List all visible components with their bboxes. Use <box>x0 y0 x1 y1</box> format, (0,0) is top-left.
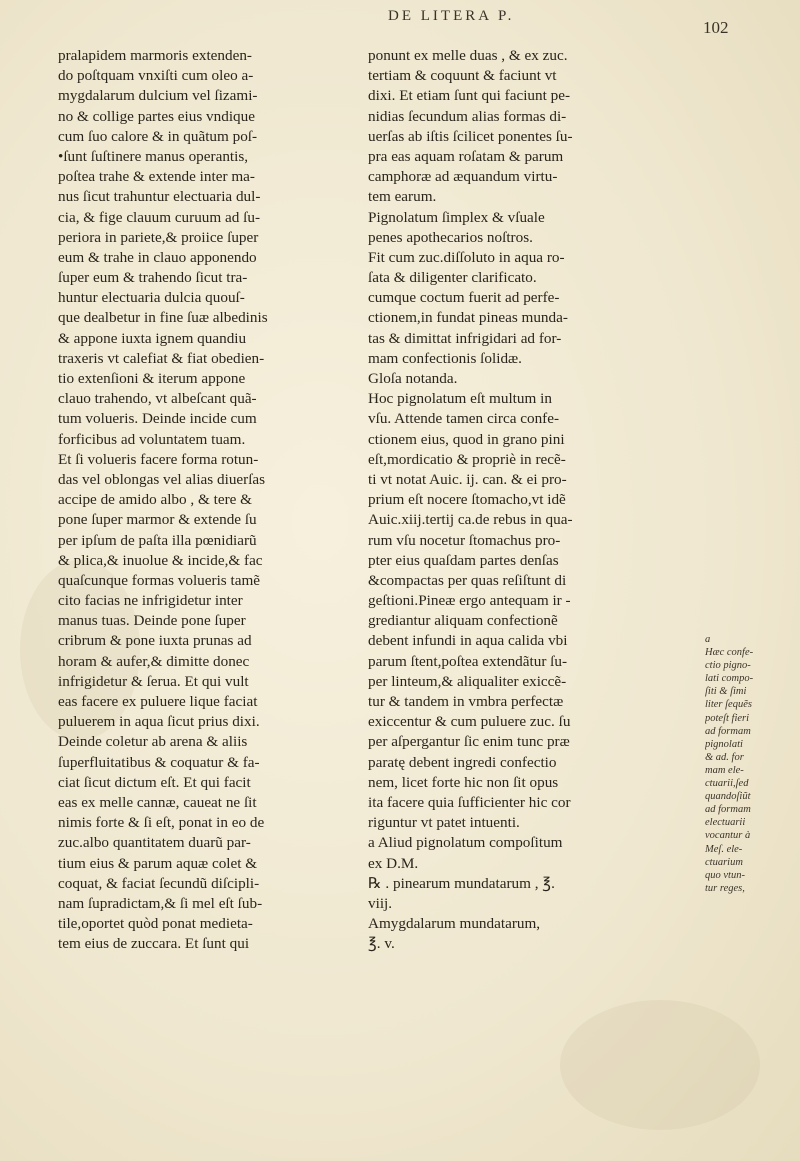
text-line: periora in pariete,& proiice ſuper <box>58 228 259 246</box>
text-line: cia, & fige clauum curuum ad ſu- <box>58 208 261 226</box>
text-line: nus ſicut trahuntur electuaria dul- <box>58 188 261 206</box>
paper-stain <box>560 1000 760 1130</box>
text-line: clauo trahendo, vt albeſcant quã- <box>58 390 257 408</box>
text-line: penes apothecarios noſtros. <box>368 228 533 246</box>
text-line: Gloſa notanda. <box>368 370 458 387</box>
text-line: uerſas ab iſtis ſcilicet ponentes ſu- <box>368 127 573 145</box>
text-line: Pignolatum ſimplex & vſuale <box>368 208 545 226</box>
right-text-column <box>368 46 658 954</box>
text-line: viij. <box>368 894 393 912</box>
marginal-note-line: ad formam <box>705 725 751 737</box>
running-title: DE LITERA P. <box>388 8 515 24</box>
text-line: horam & aufer,& dimitte donec <box>58 652 250 670</box>
text-line: eum & trahe in clauo apponendo <box>58 248 257 266</box>
text-line: dixi. Et etiam ſunt qui faciunt pe- <box>368 87 571 105</box>
text-line: parum ſtent,poſtea extendãtur ſu- <box>368 652 568 670</box>
text-line: Hoc pignolatum eſt multum in <box>368 390 552 408</box>
text-line: prium eſt nocere ſtomacho,vt idẽ <box>368 491 566 509</box>
text-line: nam ſupradictam,& ſi mel eſt ſub- <box>58 894 263 912</box>
text-line: camphoræ ad æquandum virtu- <box>368 168 558 186</box>
text-line: pra eas aquam roſatam & parum <box>368 147 564 165</box>
text-line: tium eius & parum aquæ colet & <box>58 854 258 872</box>
text-line: manus tuas. Deinde pone ſuper <box>58 612 246 630</box>
marginal-note-line: poteſt fieri <box>705 712 750 724</box>
text-line: Deinde coletur ab arena & aliis <box>58 733 248 751</box>
text-line: nem, licet forte hic non ſit opus <box>368 773 559 791</box>
text-line: ti vt notat Auic. ij. can. & ei pro- <box>368 470 567 488</box>
text-line: tas & dimittat infrigidari ad for- <box>368 329 562 347</box>
text-line: tile,oportet quòd ponat medieta- <box>58 915 253 933</box>
text-line: huntur electuaria dulcia quouſ- <box>58 289 245 307</box>
text-line: ſata & diligenter clarificato. <box>368 269 537 287</box>
text-line: infrigidetur & ſerua. Et qui vult <box>58 672 249 690</box>
marginal-note-line: tur reges, <box>705 882 745 894</box>
text-line: & plica,& inuolue & incide,& fac <box>58 551 263 569</box>
text-line: per linteum,& aliqualiter exiccẽ- <box>368 672 567 690</box>
marginal-note-line: ctio pigno- <box>705 660 751 672</box>
text-line: grediantur aliquam confectionẽ <box>368 612 558 630</box>
text-line: eſt,mordicatio & propriè in recẽ- <box>368 450 566 468</box>
text-line: mygdalarum dulcium vel ſizami- <box>58 87 258 105</box>
text-line: nimis forte & ſi eſt, ponat in eo de <box>58 814 265 832</box>
left-text-column <box>58 46 318 954</box>
text-line: do poſtquam vnxiſti cum oleo a- <box>58 67 254 85</box>
marginal-note-line: mam ele- <box>705 764 744 776</box>
text-line: tem earum. <box>368 188 437 206</box>
text-line: ℥. v. <box>368 935 395 953</box>
marginal-note-line: quo vtun- <box>705 869 745 881</box>
marginal-note-line: lati compo- <box>705 673 754 685</box>
marginal-note-line: liter ſequẽs <box>705 699 752 711</box>
marginal-note-line: Hæc confe- <box>705 647 754 659</box>
text-line: cribrum & pone iuxta prunas ad <box>58 632 252 650</box>
marginal-note-line: a <box>705 634 711 645</box>
text-line: coquat, & faciat ſecundũ diſcipli- <box>58 874 260 892</box>
text-line: riguntur vt patet intuenti. <box>368 814 520 832</box>
marginal-note-line: ctuarii,ſed <box>705 778 749 790</box>
text-line: cumque coctum fuerit ad perfe- <box>368 289 560 307</box>
text-line: tem eius de zuccara. Et ſunt qui <box>58 935 250 953</box>
text-line: ponunt ex melle duas , & ex zuc. <box>368 47 568 64</box>
text-line: ita facere quia ſufficienter hic cor <box>368 793 571 811</box>
marginal-note-line: ſiti & ſimi <box>705 686 747 698</box>
marginal-note-line: Meſ. ele- <box>705 843 743 855</box>
text-line: tur & tandem in vmbra perfectæ <box>368 693 564 710</box>
text-line: pone ſuper marmor & extende ſu <box>58 511 257 529</box>
running-head <box>0 6 800 36</box>
text-line: paratę debent ingredi confectio <box>368 753 557 771</box>
text-line: pralapidem marmoris extenden- <box>58 47 252 64</box>
marginal-note-line: & ad. for <box>705 751 744 763</box>
text-line: quaſcunque formas volueris tamẽ <box>58 571 261 589</box>
text-line: pter eius quaſdam partes denſas <box>368 551 559 569</box>
text-line: vſu. Attende tamen circa confe- <box>368 410 560 428</box>
text-line: exiccentur & cum puluere zuc. ſu <box>368 713 571 731</box>
text-line: ſuper eum & trahendo ſicut tra- <box>58 269 248 287</box>
marginal-note-line: ctuarium <box>705 856 743 868</box>
text-line: per aſpergantur ſic enim tunc præ <box>368 733 570 751</box>
text-line: eas ex melle cannæ, caueat ne ſit <box>58 793 257 811</box>
text-line: forficibus ad voluntatem tuam. <box>58 430 246 448</box>
text-line: poſtea trahe & extende inter ma- <box>58 168 255 186</box>
text-line: •ſunt ſuſtinere manus operantis, <box>58 147 249 165</box>
text-line: ℞ . pinearum mundatarum , ℥. <box>368 874 555 892</box>
text-line: debent infundi in aqua calida vbi <box>368 632 568 650</box>
text-line: ſuperfluitatibus & coquatur & fa- <box>58 753 260 771</box>
text-line: &compactas per quas reſiſtunt di <box>368 571 567 589</box>
text-line: rum vſu nocetur ſtomachus pro- <box>368 531 561 549</box>
text-line: a Aliud pignolatum compoſitum <box>368 834 563 852</box>
text-line: que dealbetur in fine ſuæ albedinis <box>58 309 268 327</box>
marginal-note-line: vocantur à <box>705 830 751 842</box>
text-line: cum ſuo calore & in quãtum poſ- <box>58 127 258 145</box>
marginal-note <box>705 633 797 895</box>
text-line: cito facias ne infrigidetur inter <box>58 592 243 610</box>
text-line: das vel oblongas vel alias diuerſas <box>58 470 266 488</box>
text-line: ctionem,in fundat pineas munda- <box>368 309 568 327</box>
text-line: ciat ſicut dictum eſt. Et qui facit <box>58 773 251 791</box>
text-line: per ipſum de paſta illa pœnidiarũ <box>58 531 257 549</box>
text-line: puluerem in aqua ſicut prius dixi. <box>58 713 260 731</box>
text-line: Fit cum zuc.diſſoluto in aqua ro- <box>368 248 565 266</box>
text-line: eas facere ex puluere lique faciat <box>58 693 258 710</box>
text-line: Auic.xiij.tertij ca.de rebus in qua- <box>368 511 573 529</box>
marginal-note-line: pignolati <box>705 738 743 750</box>
text-line: tertiam & coquunt & faciunt vt <box>368 67 557 85</box>
text-line: Amygdalarum mundatarum, <box>368 915 541 933</box>
text-line: no & collige partes eius vndique <box>58 107 255 125</box>
text-line: ctionem eius, quod in grano pini <box>368 430 565 448</box>
marginal-note-line: ad formam <box>705 804 751 816</box>
marginal-note-line: electuarii <box>705 817 746 829</box>
text-line: Et ſi volueris facere forma rotun- <box>58 450 259 468</box>
text-line: ex D.M. <box>368 854 419 872</box>
text-line: mam confectionis ſolidæ. <box>368 349 522 367</box>
text-line: accipe de amido albo , & tere & <box>58 491 252 509</box>
text-line: zuc.albo quantitatem duarũ par- <box>58 834 251 852</box>
text-line: tum volueris. Deinde incide cum <box>58 410 257 428</box>
text-line: tio extenſioni & iterum appone <box>58 370 246 387</box>
text-line: geſtioni.Pineæ ergo antequam ir - <box>368 592 571 610</box>
text-line: & appone iuxta ignem quandiu <box>58 329 247 347</box>
marginal-note-line: quandoſiũt <box>705 791 751 803</box>
folio-number: 102 <box>703 18 729 37</box>
text-line: nidias ſecundum alias formas di- <box>368 107 567 125</box>
text-line: traxeris vt calefiat & fiat obedien- <box>58 349 265 367</box>
